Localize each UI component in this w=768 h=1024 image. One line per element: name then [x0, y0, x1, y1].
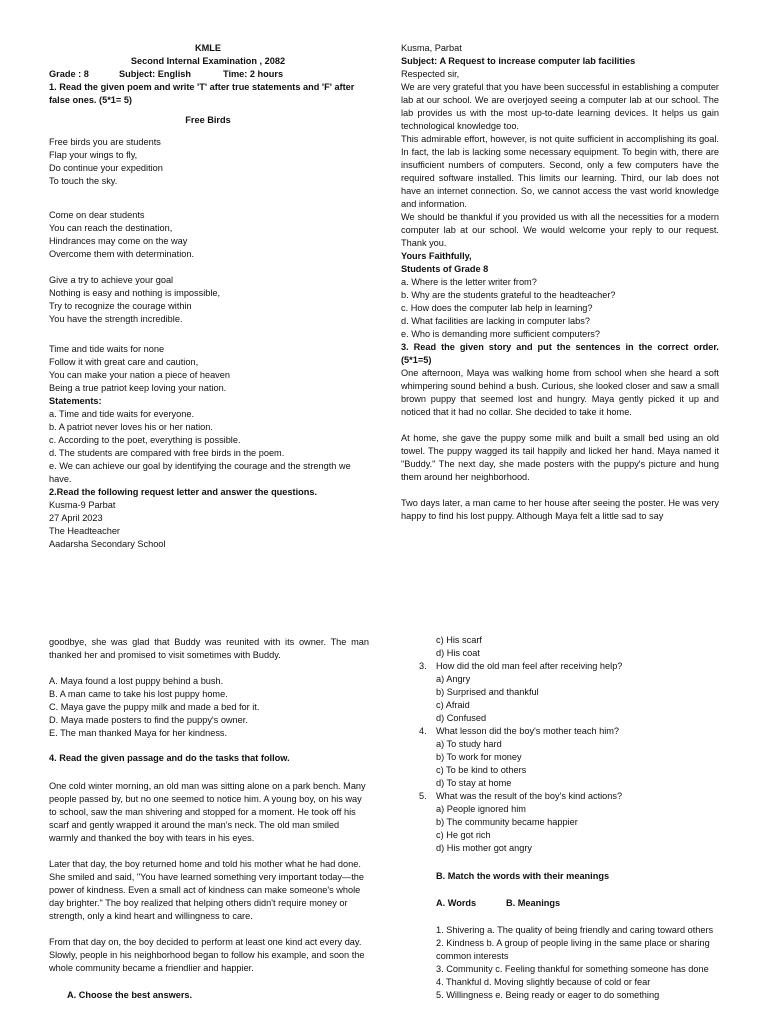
statement: e. We can achieve our goal by identifying the courage and the strength we have.: [49, 461, 351, 484]
letter-place: Kusma, Parbat: [401, 43, 462, 53]
time-label: Time: 2 hours: [223, 69, 284, 79]
match-row: 5. Willingness e. Being ready or eager to do something: [436, 990, 660, 1000]
poem-stanza: [49, 136, 367, 188]
poem-line: Give a try to achieve your goal: [49, 275, 174, 285]
poem-title: Free Birds: [185, 115, 231, 125]
poem-line: Time and tide waits for none: [49, 344, 165, 354]
order-sentence: D. Maya made posters to find the puppy's owner.: [49, 715, 248, 725]
mcq-option: a) Angry: [436, 674, 471, 684]
order-sentence: C. Maya gave the puppy milk and made a bed for it.: [49, 702, 260, 712]
page-2-right-column: [419, 634, 729, 1002]
subject-label: Subject: English: [119, 69, 191, 79]
meanings-column-header: B. Meanings: [506, 898, 561, 908]
order-sentence: E. The man thanked Maya for her kindness.: [49, 728, 228, 738]
mcq-option: d) His mother got angry: [436, 843, 532, 853]
poem-line: Follow it with great care and caution,: [49, 357, 199, 367]
letter-subject: Subject: A Request to increase computer lab facilities: [401, 56, 636, 66]
mcq-option: c) To be kind to others: [436, 765, 527, 775]
section-a-heading: A. Choose the best answers.: [67, 990, 193, 1000]
mcq-item: [419, 790, 729, 855]
statements-label: Statements:: [49, 396, 102, 406]
statement: c. According to the poet, everything is possible.: [49, 435, 241, 445]
mcq-number: 3.: [419, 661, 427, 671]
mcq-option: a) People ignored him: [436, 804, 526, 814]
poem-line: Try to recognize the courage within: [49, 301, 192, 311]
poem-line: Overcome them with determination.: [49, 249, 195, 259]
order-sentence: B. A man came to take his lost puppy home.: [49, 689, 228, 699]
mcq-option: b) To work for money: [436, 752, 522, 762]
poem-line: Free birds you are students: [49, 137, 161, 147]
statement: d. The students are compared with free birds in the poem.: [49, 448, 285, 458]
page-2-left-column: [49, 636, 369, 1002]
mcq-number: 4.: [419, 726, 427, 736]
story-continuation: goodbye, she was glad that Buddy was reunited with its owner. The man thanked her and promised to visit sometimes with Buddy.: [49, 637, 369, 660]
mcq-option: c) Afraid: [436, 700, 470, 710]
poem: [49, 136, 367, 395]
letter-paragraph: This admirable effort, however, is not quite sufficient in accomplishing its goal. In fact, the lab is lacking some necessary equipment. To begin with, there are insufficient numbers of computers. Second, only a few computers have the required software installed. This limits our learning. Third, our lab does not have an internet connection. So, we cannot access the vast world knowledge and information.: [401, 134, 719, 209]
mcq-option: b) Surprised and thankful: [436, 687, 539, 697]
poem-line: Come on dear students: [49, 210, 145, 220]
page-1-right-column: [401, 0, 719, 523]
q2-question: d. What facilities are lacking in computer labs?: [401, 316, 590, 326]
poem-line: Nothing is easy and nothing is impossible,: [49, 288, 221, 298]
passage-paragraph: One cold winter morning, an old man was sitting alone on a park bench. Many people passed by, but no one seemed to notice him. A young boy, on his way to school, saw the man shivering and stopped for a moment. He took off his scarf and gently wrapped it around the man's neck. The old man smiled warmly and thanked the boy with tears in his eyes.: [49, 781, 366, 843]
letter-paragraph: We are very grateful that you have been successful in establishing a computer lab at our school. We are overjoyed seeing a computer lab at our school. The lab provides us with the most up-to-date learning devices. It helps us gain technological knowledge too.: [401, 82, 719, 131]
poem-line: Hindrances may come on the way: [49, 236, 188, 246]
letter-date: 27 April 2023: [49, 513, 103, 523]
q4-instruction: 4. Read the given passage and do the tasks that follow.: [49, 753, 290, 763]
q2-question: e. Who is demanding more sufficient computers?: [401, 329, 600, 339]
order-sentence: A. Maya found a lost puppy behind a bush.: [49, 676, 224, 686]
poem-stanza: [49, 343, 367, 395]
q2-question: b. Why are the students grateful to the headteacher?: [401, 290, 616, 300]
mcq-option: a) To study hard: [436, 739, 502, 749]
story-paragraph: Two days later, a man came to her house after seeing the poster. He was very happy to find his lost puppy. Although Maya felt a little sad to say: [401, 498, 719, 521]
grade-subject-time-line: [49, 68, 367, 81]
mcq-option: d) To stay at home: [436, 778, 512, 788]
poem-line: Do continue your expedition: [49, 163, 163, 173]
mcq-option: d) Confused: [436, 713, 487, 723]
mcq-question: What lesson did the boy's mother teach him?: [436, 726, 620, 736]
q3-instruction: 3. Read the given story and put the sentences in the correct order. (5*1=5): [401, 342, 719, 365]
match-row: 2. Kindness b. A group of people living in the same place or sharing common interests: [436, 938, 710, 961]
match-row: 4. Thankful d. Moving slightly because of cold or fear: [436, 977, 651, 987]
poem-line: You can make your nation a piece of heaven: [49, 370, 230, 380]
mcq-item: [419, 725, 729, 790]
poem-line: You have the strength incredible.: [49, 314, 183, 324]
mcq-option: d) His coat: [436, 648, 480, 658]
poem-stanza: [49, 209, 367, 261]
q2-question: c. How does the computer lab help in learning?: [401, 303, 593, 313]
exam-title: Second Internal Examination , 2082: [130, 56, 286, 66]
mcq-question: What was the result of the boy's kind actions?: [436, 791, 623, 801]
passage-paragraph: Later that day, the boy returned home and told his mother what he had done. She smiled and said, "You have learned something very important today—the power of kindness. Even a small act of kindness can make someone's whole day brighter." The boy realized that helping others didn't require money or strength, only a kind heart and willingness to care.: [49, 859, 364, 921]
mcq-number: 5.: [419, 791, 427, 801]
letter-closing: Yours Faithfully,: [401, 251, 472, 261]
page-2: [0, 630, 768, 1024]
letter-address-line: Kusma-9 Parbat: [49, 500, 116, 510]
q1-instruction: 1. Read the given poem and write 'T' after true statements and 'F' after false ones. (5*1= 5): [49, 82, 355, 105]
section-b-heading: B. Match the words with their meanings: [436, 871, 610, 881]
grade-label: Grade : 8: [49, 69, 89, 79]
poem-stanza: [49, 274, 367, 326]
words-column-header: A. Words: [436, 898, 477, 908]
letter-salutation: Respected sir,: [401, 69, 460, 79]
passage-paragraph: From that day on, the boy decided to perform at least one kind act every day. Slowly, people in his neighborhood began to follow his example, and soon the whole community became a friendlier and happier.: [49, 937, 365, 973]
poem-line: Flap your wings to fly,: [49, 150, 138, 160]
story-paragraph: One afternoon, Maya was walking home from school when she heard a soft whimpering sound behind a bush. Curious, she looked closer and saw a small brown puppy that seemed lost and hungry. Maya gently picked it up and noticed that it had no collar. She decided to take it home.: [401, 368, 719, 417]
story-paragraph: At home, she gave the puppy some milk and built a small bed using an old towel. The puppy wagged its tail happily and licked her hand. Maya named it "Buddy." The next day, she made posters with the puppy's picture and hung them around her neighborhood.: [401, 433, 719, 482]
poem-line: To touch the sky.: [49, 176, 118, 186]
school-name: KMLE: [194, 43, 222, 53]
letter-recipient-school: Aadarsha Secondary School: [49, 539, 166, 549]
letter-signature: Students of Grade 8: [401, 264, 489, 274]
letter-paragraph: We should be thankful if you provided us with all the necessities for a modern computer lab at our school. We would welcome your reply to our request. Thank you.: [401, 212, 719, 248]
statement: b. A patriot never loves his or her nation.: [49, 422, 213, 432]
match-column-headers: [419, 897, 729, 910]
q2-instruction: 2.Read the following request letter and answer the questions.: [49, 487, 318, 497]
match-row: 3. Community c. Feeling thankful for something someone has done: [436, 964, 709, 974]
poem-line: You can reach the destination,: [49, 223, 173, 233]
mcq-item: [419, 660, 729, 725]
match-row: 1. Shivering a. The quality of being friendly and caring toward others: [436, 925, 714, 935]
poem-line: Being a true patriot keep loving your nation.: [49, 383, 227, 393]
mcq-question: How did the old man feel after receiving help?: [436, 661, 623, 671]
page-1-left-column: [49, 0, 367, 551]
mcq-option: b) The community became happier: [436, 817, 578, 827]
mcq-option: c) He got rich: [436, 830, 491, 840]
q2-question: a. Where is the letter writer from?: [401, 277, 537, 287]
letter-recipient: The Headteacher: [49, 526, 120, 536]
mcq-option: c) His scarf: [436, 635, 482, 645]
statement: a. Time and tide waits for everyone.: [49, 409, 195, 419]
